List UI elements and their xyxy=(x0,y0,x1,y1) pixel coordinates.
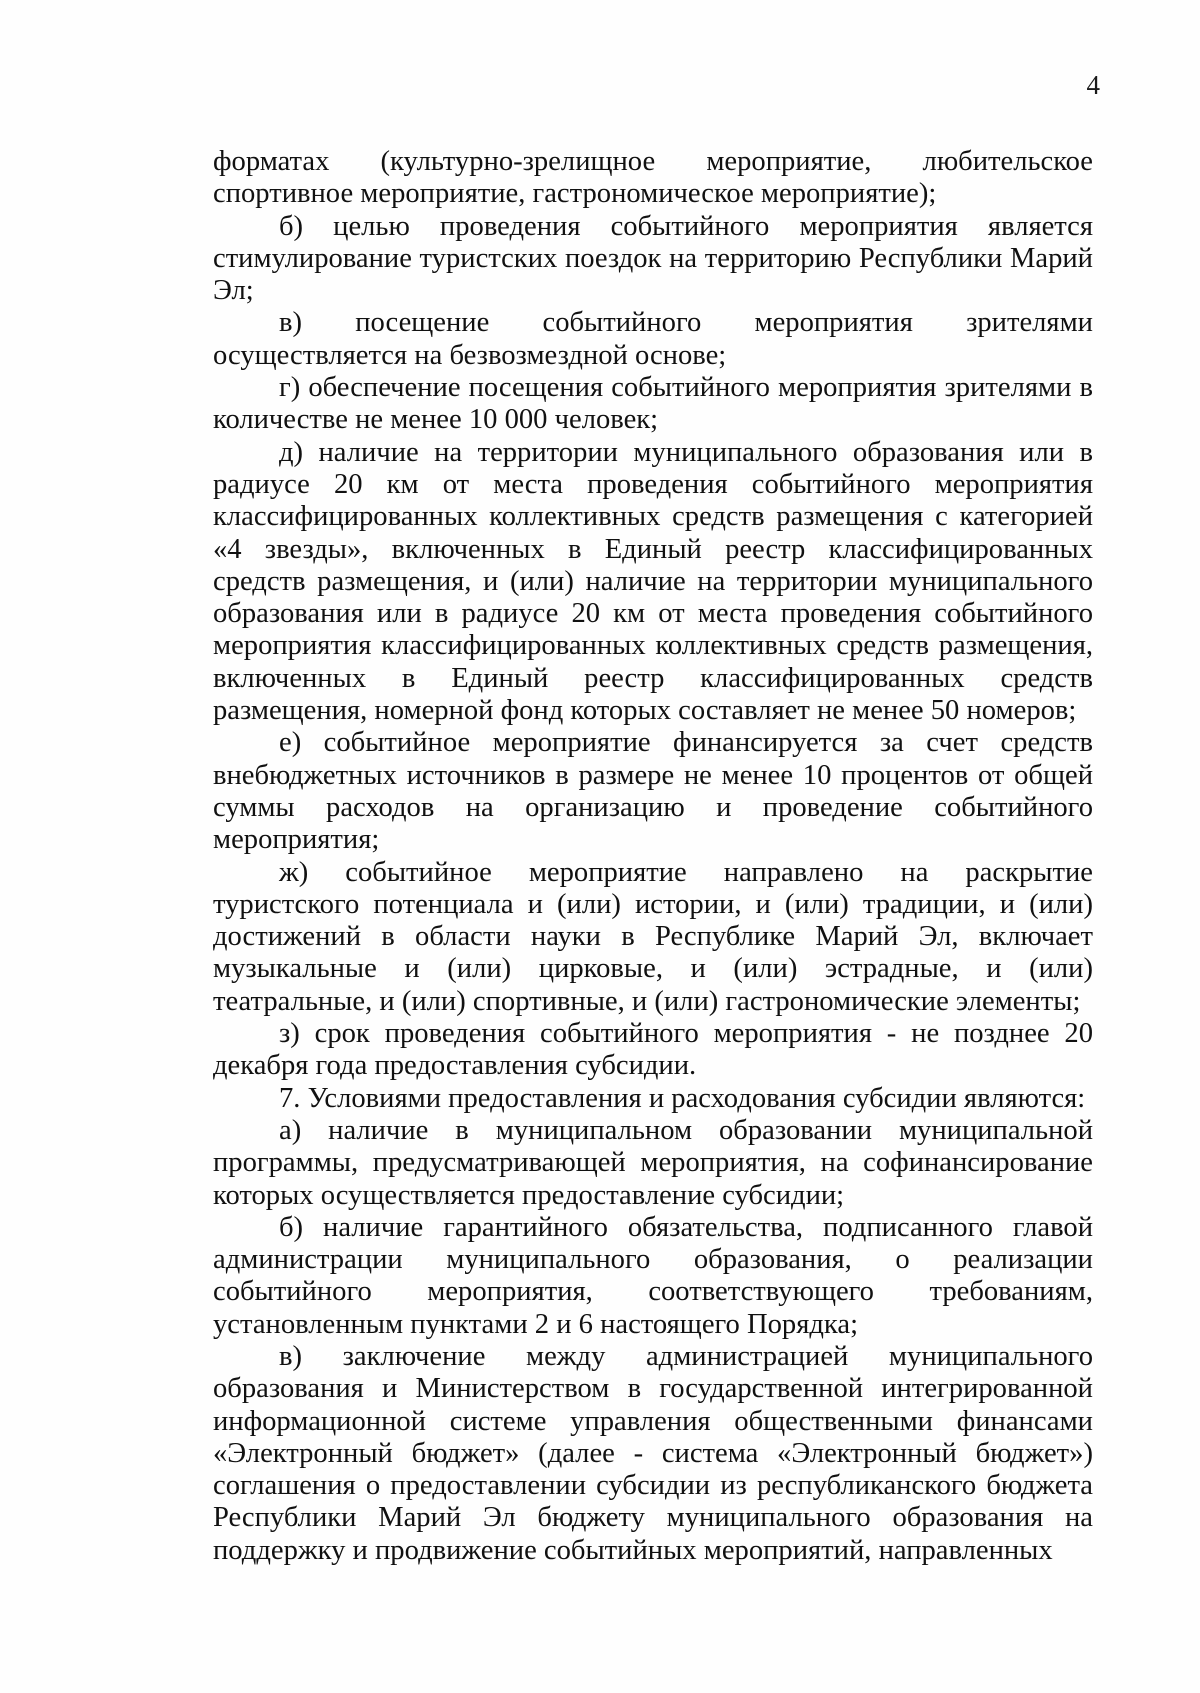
paragraph-item-v2: в) заключение между администрацией муниципального образования и Министерством в государственной интегрированной информационной системе управления общественными финансами «Электронный бюджет» (далее - система «Электронный бюджет») соглашения о предоставлении субсидии из республиканского бюджета Республики Марий Эл бюджету муниципального образования на поддержку и продвижение событийных мероприятий, направленных xyxy=(213,1340,1093,1566)
document-body xyxy=(213,146,1093,1567)
paragraph-item-z: з) срок проведения событийного мероприятия - не позднее 20 декабря года предоставления субсидии. xyxy=(213,1018,1093,1082)
paragraph-item-a: а) наличие в муниципальном образовании муниципальной программы, предусматривающей мероприятия, на софинансирование которых осуществляется предоставление субсидии; xyxy=(213,1114,1093,1211)
paragraph-item-b2: б) наличие гарантийного обязательства, подписанного главой администрации муниципального образования, о реализации событийного мероприятия, соответствующего требованиям, установленным пунктами 2 и 6 настоящего Порядка; xyxy=(213,1211,1093,1340)
paragraph-item-g: г) обеспечение посещения событийного мероприятия зрителями в количестве не менее 10 000 человек; xyxy=(213,372,1093,436)
paragraph-item-e: е) событийное мероприятие финансируется за счет средств внебюджетных источников в размере не менее 10 процентов от общей суммы расходов на организацию и проведение событийного мероприятия; xyxy=(213,727,1093,856)
paragraph-item-v: в) посещение событийного мероприятия зрителями осуществляется на безвозмездной основе; xyxy=(213,307,1093,371)
page-number: 4 xyxy=(1086,70,1100,100)
paragraph-section-7: 7. Условиями предоставления и расходования субсидии являются: xyxy=(279,1082,1086,1114)
paragraph-item-d: д) наличие на территории муниципального образования или в радиусе 20 км от места проведения событийного мероприятия классифицированных коллективных средств размещения с категорией «4 звезды», включенных в Единый реестр классифицированных средств размещения, и (или) наличие на территории муниципального образования или в радиусе 20 км от места проведения событийного мероприятия классифицированных коллективных средств размещения, включенных в Единый реестр классифицированных средств размещения, номерной фонд которых составляет не менее 50 номеров; xyxy=(213,436,1093,727)
paragraph-item-b: б) целью проведения событийного мероприятия является стимулирование туристских поездок на территорию Республики Марий Эл; xyxy=(213,210,1093,307)
paragraph-item-zh: ж) событийное мероприятие направлено на раскрытие туристского потенциала и (или) истории, и (или) традиции, и (или) достижений в области науки в Республике Марий Эл, включает музыкальные и (или) цирковые, и (или) эстрадные, и (или) театральные, и (или) спортивные, и (или) гастрономические элементы; xyxy=(213,856,1093,1017)
paragraph-continuation: форматах (культурно-зрелищное мероприятие, любительское спортивное мероприятие, гастрономическое мероприятие); xyxy=(213,146,1093,210)
